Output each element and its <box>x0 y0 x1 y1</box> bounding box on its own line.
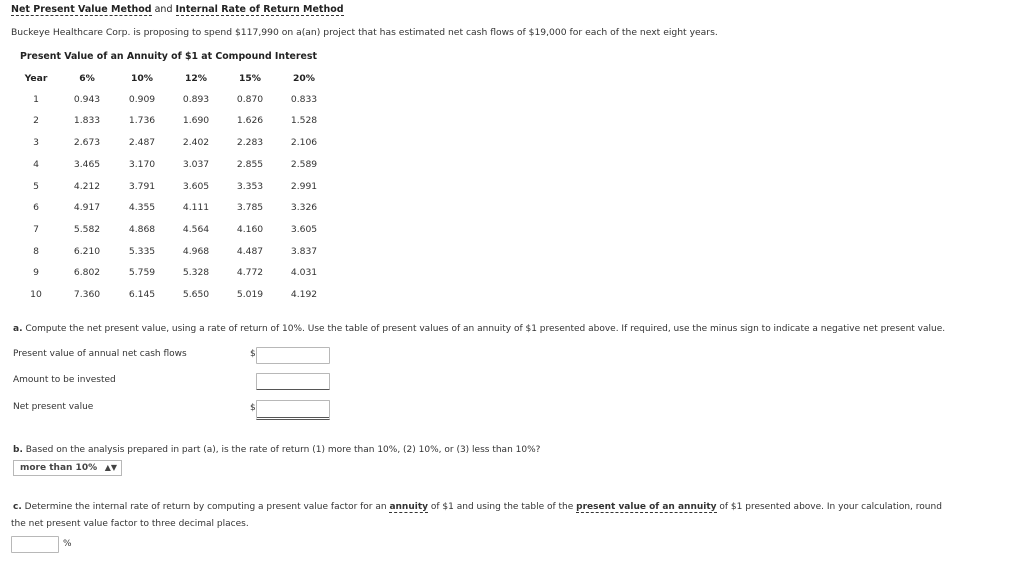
npv-label: Net present value <box>13 402 94 412</box>
title-link-npv[interactable]: Net Present Value Method <box>11 4 152 15</box>
pv-annuity-term-link[interactable]: present value of an annuity <box>576 502 717 512</box>
table-header-cell: 10% <box>131 73 153 84</box>
table-year-cell: 10 <box>30 289 42 300</box>
table-year-cell: 8 <box>33 246 39 257</box>
problem-intro: Buckeye Healthcare Corp. is proposing to spend $117,990 on a(an) project that has estimated net cash flows of $19,000 for each of the next eight years. <box>11 27 718 38</box>
table-value-cell: 4.031 <box>290 267 318 278</box>
amount-invested-input[interactable] <box>256 373 330 390</box>
table-value-cell: 4.111 <box>182 202 210 213</box>
table-value-cell: 0.893 <box>182 94 210 105</box>
table-value-cell: 3.170 <box>128 159 156 170</box>
table-value-cell: 3.353 <box>236 181 264 192</box>
table-value-cell: 3.605 <box>182 181 210 192</box>
table-year-cell: 6 <box>33 202 39 213</box>
table-value-cell: 1.736 <box>128 115 156 126</box>
percent-unit: % <box>63 539 72 549</box>
table-header-cell: 20% <box>293 73 315 84</box>
table-value-cell: 7.360 <box>73 289 101 300</box>
table-value-cell: 4.968 <box>182 246 210 257</box>
table-value-cell: 5.582 <box>73 224 101 235</box>
part-c-text-1: Determine the internal rate of return by computing a present value factor for an <box>24 502 390 512</box>
currency-symbol: $ <box>250 349 256 359</box>
table-value-cell: 4.487 <box>236 246 264 257</box>
table-value-cell: 1.690 <box>182 115 210 126</box>
table-value-cell: 0.943 <box>73 94 101 105</box>
table-value-cell: 0.909 <box>128 94 156 105</box>
part-c-question <box>13 502 942 512</box>
table-value-cell: 4.772 <box>236 267 264 278</box>
table-value-cell: 0.870 <box>236 94 264 105</box>
table-value-cell: 2.589 <box>290 159 318 170</box>
table-value-cell: 2.106 <box>290 137 318 148</box>
part-a-question <box>13 324 945 334</box>
table-value-cell: 4.192 <box>290 289 318 300</box>
table-header-cell: Year <box>24 73 48 84</box>
npv-input[interactable] <box>256 400 330 420</box>
part-c-text-3: of $1 presented above. In your calculation, round <box>716 502 942 512</box>
part-a-text: Compute the net present value, using a rate of return of 10%. Use the table of present values of an annuity of $1 presented above. If required, use the minus sign to indicate a negative net present value. <box>25 324 946 334</box>
part-b-question <box>13 445 540 455</box>
table-value-cell: 5.019 <box>236 289 264 300</box>
irr-input[interactable] <box>11 536 59 553</box>
table-value-cell: 3.326 <box>290 202 318 213</box>
table-year-cell: 3 <box>33 137 39 148</box>
table-value-cell: 1.528 <box>290 115 318 126</box>
table-value-cell: 5.328 <box>182 267 210 278</box>
table-year-cell: 9 <box>33 267 39 278</box>
pv-cash-flows-input[interactable] <box>256 347 330 364</box>
table-value-cell: 2.991 <box>290 181 318 192</box>
page-title <box>11 4 344 15</box>
table-value-cell: 2.673 <box>73 137 101 148</box>
amount-invested-label: Amount to be invested <box>13 375 116 385</box>
table-value-cell: 5.650 <box>182 289 210 300</box>
table-year-cell: 7 <box>33 224 39 235</box>
table-value-cell: 3.791 <box>128 181 156 192</box>
table-value-cell: 2.855 <box>236 159 264 170</box>
table-value-cell: 6.145 <box>128 289 156 300</box>
currency-symbol: $ <box>250 403 256 413</box>
part-c-question-line2: the net present value factor to three decimal places. <box>11 519 249 529</box>
part-b-prefix: b. <box>13 445 23 455</box>
table-header-cell: 6% <box>79 73 95 84</box>
rate-of-return-select[interactable] <box>13 460 122 476</box>
table-value-cell: 6.210 <box>73 246 101 257</box>
table-title: Present Value of an Annuity of $1 at Compound Interest <box>20 51 317 62</box>
table-value-cell: 3.785 <box>236 202 264 213</box>
table-value-cell: 4.355 <box>128 202 156 213</box>
table-value-cell: 2.487 <box>128 137 156 148</box>
table-value-cell: 0.833 <box>290 94 318 105</box>
table-value-cell: 4.212 <box>73 181 101 192</box>
title-connector: and <box>151 4 176 15</box>
table-value-cell: 1.626 <box>236 115 264 126</box>
table-year-cell: 4 <box>33 159 39 170</box>
table-year-cell: 5 <box>33 181 39 192</box>
table-value-cell: 5.335 <box>128 246 156 257</box>
annuity-term-link[interactable]: annuity <box>389 502 429 512</box>
table-value-cell: 1.833 <box>73 115 101 126</box>
table-value-cell: 4.868 <box>128 224 156 235</box>
pv-cash-flows-label: Present value of annual net cash flows <box>13 349 187 359</box>
table-value-cell: 4.160 <box>236 224 264 235</box>
table-value-cell: 3.605 <box>290 224 318 235</box>
part-b-text: Based on the analysis prepared in part (a), is the rate of return (1) more than 10%, (2) 10%, or (3) less than 10%? <box>25 445 541 455</box>
table-value-cell: 4.917 <box>73 202 101 213</box>
table-header-cell: 12% <box>185 73 207 84</box>
table-year-cell: 2 <box>33 115 39 126</box>
part-a-prefix: a. <box>13 324 23 334</box>
rate-of-return-selected: more than 10% <box>20 463 98 473</box>
table-value-cell: 6.802 <box>73 267 101 278</box>
table-year-cell: 1 <box>33 94 39 105</box>
table-value-cell: 3.837 <box>290 246 318 257</box>
title-link-irr[interactable]: Internal Rate of Return Method <box>175 4 344 15</box>
part-c-text-2: of $1 and using the table of the <box>428 502 577 512</box>
table-value-cell: 2.402 <box>182 137 210 148</box>
table-value-cell: 3.037 <box>182 159 210 170</box>
select-arrows-icon: ▲▼ <box>104 463 117 472</box>
table-header-cell: 15% <box>239 73 261 84</box>
table-value-cell: 4.564 <box>182 224 210 235</box>
table-value-cell: 3.465 <box>73 159 101 170</box>
part-c-prefix: c. <box>13 502 22 512</box>
table-value-cell: 5.759 <box>128 267 156 278</box>
table-value-cell: 2.283 <box>236 137 264 148</box>
